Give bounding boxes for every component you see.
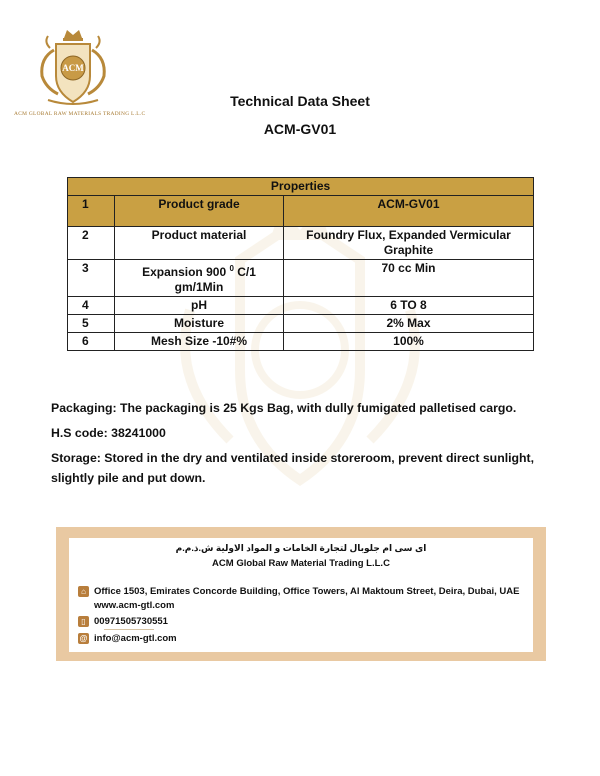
row-value: Foundry Flux, Expanded Vermicular Graphite: [284, 227, 534, 260]
row-label: pH: [115, 297, 284, 315]
address-row: [78, 586, 520, 597]
table-row: [68, 227, 534, 260]
row-number: 5: [68, 315, 115, 333]
packaging-note: Packaging: The packaging is 25 Kgs Bag, with dully fumigated palletised cargo.: [51, 401, 517, 415]
logo-caption: ACM GLOBAL RAW MATERIALS TRADING L.L.C: [14, 111, 146, 117]
row-value: 6 TO 8: [284, 297, 534, 315]
logo-monogram: ACM: [62, 63, 84, 73]
email-link[interactable]: info@acm-gtl.com: [94, 633, 177, 644]
row-number: 3: [68, 260, 115, 297]
home-icon: ⌂: [78, 586, 89, 597]
divider: [104, 629, 154, 630]
table-row: [68, 333, 534, 351]
row-label: Expansion 900 $^0$ C/1 gm/1Min: [115, 260, 284, 297]
company-name: ACM Global Raw Material Trading L.L.C: [212, 558, 390, 569]
row-number: 2: [68, 227, 115, 260]
product-code: ACM-GV01: [263, 121, 337, 137]
row-label: Mesh Size -10#%: [115, 333, 284, 351]
row-label: Product grade: [115, 196, 284, 227]
phone-row: [78, 616, 168, 627]
row-number: 4: [68, 297, 115, 315]
page-title: Technical Data Sheet: [230, 93, 370, 109]
email-row[interactable]: [78, 633, 177, 644]
website-row[interactable]: [78, 600, 174, 611]
properties-table: [67, 177, 534, 351]
table-row: [68, 315, 534, 333]
table-title: Properties: [68, 178, 534, 196]
row-number: 6: [68, 333, 115, 351]
row-value: 2% Max: [284, 315, 534, 333]
phone-text: 00971505730551: [94, 616, 168, 627]
row-number: 1: [68, 196, 115, 227]
phone-icon: ▯: [78, 616, 89, 627]
website-link[interactable]: www.acm-gtl.com: [94, 600, 175, 611]
table-row: [68, 297, 534, 315]
address-text: Office 1503, Emirates Concorde Building, Office Towers, Al Maktoum Street, Deira, Dubai, UAE: [94, 586, 520, 597]
email-icon: @: [79, 634, 88, 643]
row-value: 70 cc Min: [284, 260, 534, 297]
row-label: Moisture: [115, 315, 284, 333]
row-value: ACM-GV01: [284, 196, 534, 227]
table-row: [68, 196, 534, 227]
table-header-row: [68, 178, 534, 196]
row-value: 100%: [284, 333, 534, 351]
table-row: [68, 260, 534, 297]
row-label: Product material: [115, 227, 284, 260]
storage-note: Storage: Stored in the dry and ventilated inside storeroom, prevent direct sunlight, slightly pile and put down.: [51, 451, 535, 485]
globe-icon: [78, 600, 89, 611]
hs-code-note: H.S code: 38241000: [51, 426, 166, 440]
company-name-arabic: اى سى ام جلوبال لتجارة الخامات و المواد الاولية ش.ذ.م.م: [175, 543, 427, 553]
